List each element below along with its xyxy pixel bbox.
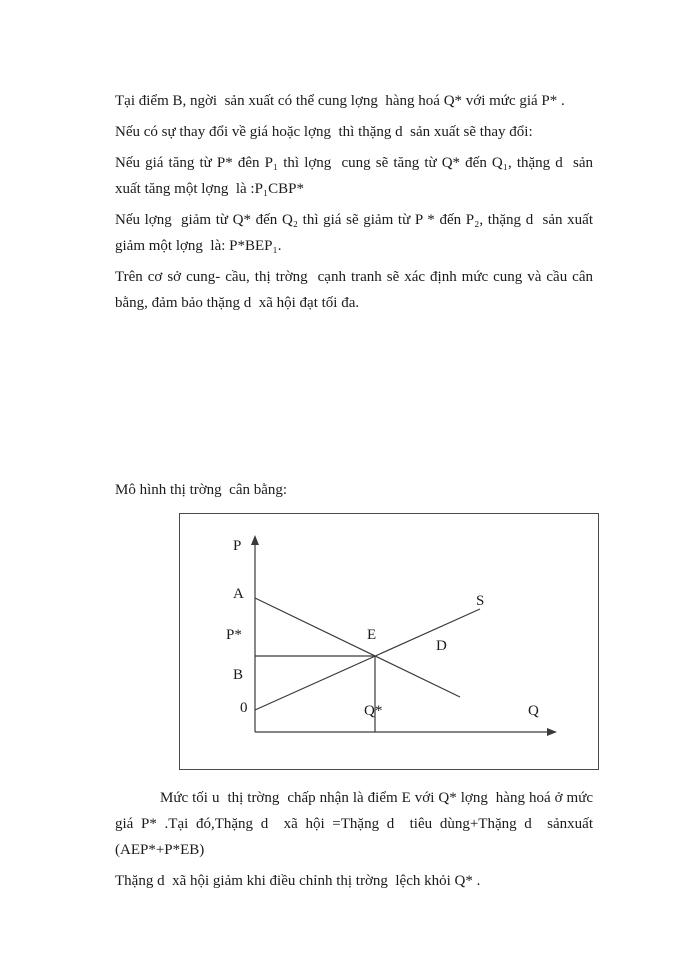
label-demand: D	[436, 638, 447, 654]
label-q-axis: Q	[528, 703, 539, 719]
label-supply: S	[476, 593, 485, 609]
paragraph-market-equilibrium: Trên cơ sở cung- cầu, thị trờng cạnh tranh sẽ xác định mức cung và cầu cân bằng, đảm bảo thặng d xã hội đạt tối đa.	[115, 269, 593, 311]
figure-caption: Mô hình thị trờng cân bằng:	[115, 482, 288, 498]
paragraph-surplus-decline: Thặng d xã hội giảm khi điều chỉnh thị trờng lệch khỏi Q* .	[115, 873, 481, 889]
paragraph-optimum-point: Mức tối u thị trờng chấp nhận là điểm E với Q* lợng hàng hoá ở mức giá P* .Tại đó,Thặng d xã hội =Thặng d tiêu dùng+Thặng d sảnxuất (AEP*+P*EB)	[115, 790, 593, 858]
label-p-star: P*	[226, 627, 242, 643]
paragraph-supply-at-b: Tại điểm B, ngời sản xuất có thể cung lợng hàng hoá Q* với mức giá P* .	[115, 93, 565, 109]
demand-curve	[255, 598, 460, 697]
label-p-axis: P	[233, 538, 242, 554]
label-point-b: B	[233, 667, 244, 683]
label-point-a: A	[233, 586, 244, 602]
label-point-e: E	[367, 627, 377, 643]
document-content	[115, 88, 593, 899]
y-axis-arrow-icon	[251, 535, 259, 545]
vertical-gap	[115, 321, 593, 477]
supply-curve	[255, 609, 480, 710]
x-axis-arrow-icon	[547, 728, 557, 736]
supply-demand-diagram	[180, 514, 600, 769]
equilibrium-figure-box	[179, 513, 599, 770]
label-origin: 0	[240, 700, 248, 716]
paragraph-price-increase: Nếu giá tăng từ P* đên P₁ thì lợng cung sẽ tăng từ Q* đến Q₁, thặng d sản xuất tăng một lợng là :P₁CBP*	[115, 155, 593, 197]
label-q-star: Q*	[364, 703, 383, 719]
paragraph-quantity-decrease: Nếu lợng giảm từ Q* đến Q₂ thì giá sẽ giảm từ P * đến P₂, thặng d sản xuất giảm một lợng là: P*BEP₁.	[115, 212, 593, 254]
paragraph-surplus-change: Nếu có sự thay đổi về giá hoặc lợng thì thặng d sản xuất sẽ thay đổi:	[115, 124, 533, 140]
